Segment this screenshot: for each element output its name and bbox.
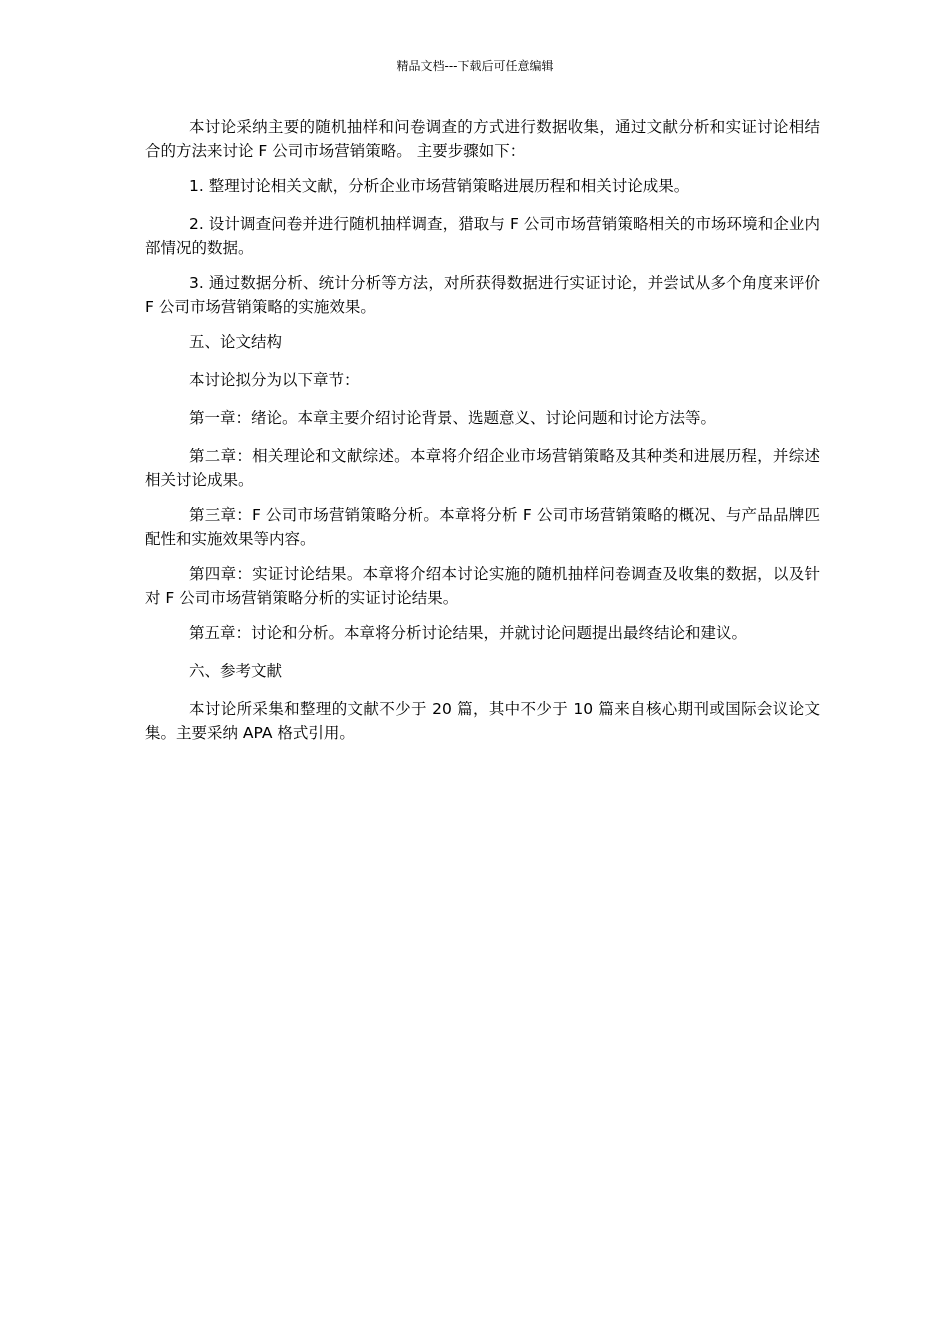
chapter-5: 第五章：讨论和分析。本章将分析讨论结果，并就讨论问题提出最终结论和建议。 — [189, 624, 748, 642]
section-heading-structure: 五、论文结构 — [189, 333, 283, 351]
step-3: 3. 通过数据分析、统计分析等方法，对所获得数据进行实证讨论，并尝试从多个角度来评价 F 公司市场营销策略的实施效果。 — [145, 274, 820, 316]
chapter-4: 第四章：实证讨论结果。本章将介绍本讨论实施的随机抽样问卷调查及收集的数据，以及针对 F 公司市场营销策略分析的实证讨论结果。 — [145, 565, 820, 607]
method-paragraph: 本讨论采纳主要的随机抽样和问卷调查的方式进行数据收集，通过文献分析和实证讨论相结合的方法来讨论 F 公司市场营销策略。 主要步骤如下： — [145, 118, 820, 160]
structure-intro: 本讨论拟分为以下章节： — [189, 371, 360, 389]
document-body — [145, 115, 820, 756]
section-heading-references: 六、参考文献 — [189, 662, 283, 680]
page-header: 精品文档---下载后可任意编辑 — [396, 59, 554, 73]
chapter-1: 第一章：绪论。本章主要介绍讨论背景、选题意义、讨论问题和讨论方法等。 — [189, 409, 717, 427]
references-paragraph: 本讨论所采集和整理的文献不少于 20 篇，其中不少于 10 篇来自核心期刊或国际会议论文集。主要采纳 APA 格式引用。 — [145, 700, 820, 742]
chapter-3: 第三章：F 公司市场营销策略分析。本章将分析 F 公司市场营销策略的概况、与产品品牌匹配性和实施效果等内容。 — [145, 506, 820, 548]
step-2: 2. 设计调查问卷并进行随机抽样调查，猎取与 F 公司市场营销策略相关的市场环境和企业内部情况的数据。 — [145, 215, 820, 257]
chapter-2: 第二章：相关理论和文献综述。本章将介绍企业市场营销策略及其种类和进展历程，并综述相关讨论成果。 — [145, 447, 820, 489]
step-1: 1. 整理讨论相关文献，分析企业市场营销策略进展历程和相关讨论成果。 — [189, 177, 690, 195]
